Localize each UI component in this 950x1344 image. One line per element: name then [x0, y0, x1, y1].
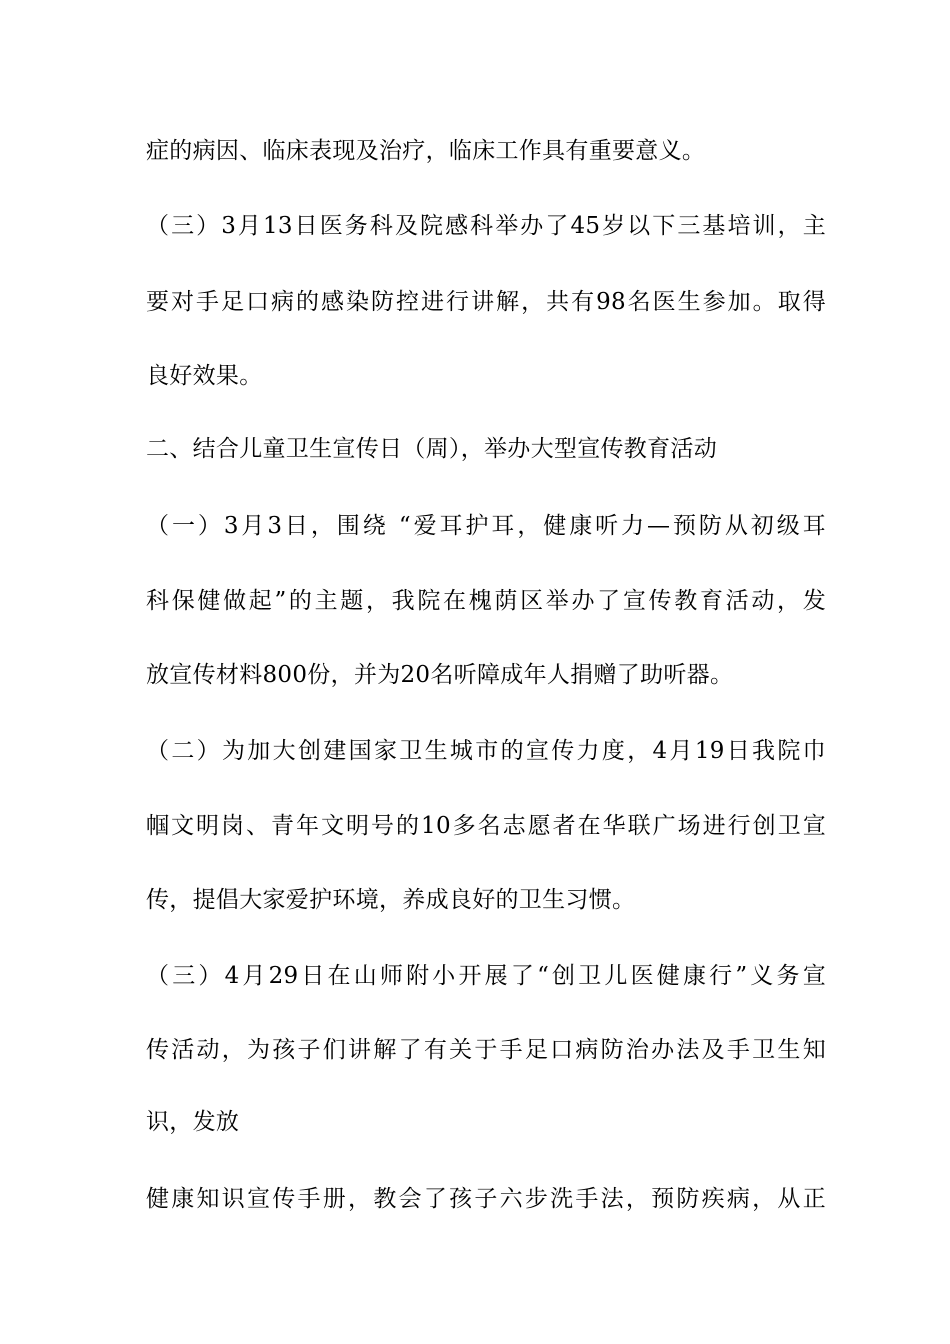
text-line: 健康知识宣传手册，教会了孩子六步洗手法，预防疾病，从正: [146, 1186, 826, 1212]
text-line: 传，提倡大家爱护环境，养成良好的卫生习惯。: [146, 887, 636, 913]
text-line: 要对手足口病的感染防控进行讲解，共有98名医生参加。取得: [146, 289, 826, 315]
text-line: 放宣传材料800份，并为20名听障成年人捐赠了助听器。: [146, 662, 734, 688]
text-line: 良好效果。: [146, 363, 263, 389]
text-line: 症的病因、临床表现及治疗，临床工作具有重要意义。: [146, 138, 706, 164]
text-line: （一）3月3日，围绕 “爱耳护耳，健康听力—预防从初级耳: [146, 513, 826, 539]
section-heading: 二、结合儿童卫生宣传日（周），举办大型宣传教育活动: [146, 436, 717, 462]
text-line: （三）4月29日在山师附小开展了“创卫儿医健康行”义务宣: [146, 963, 826, 989]
text-line: （二）为加大创建国家卫生城市的宣传力度，4月19日我院巾: [146, 738, 826, 764]
text-line: （三）3月13日医务科及院感科举办了45岁以下三基培训，主: [146, 213, 826, 239]
text-line: 传活动，为孩子们讲解了有关于手足口病防治办法及手卫生知: [146, 1037, 826, 1063]
text-line: 科保健做起”的主题，我院在槐荫区举办了宣传教育活动，发: [146, 588, 826, 614]
text-line: 识，发放: [146, 1109, 240, 1135]
text-line: 帼文明岗、青年文明号的10多名志愿者在华联广场进行创卫宣: [146, 813, 826, 839]
